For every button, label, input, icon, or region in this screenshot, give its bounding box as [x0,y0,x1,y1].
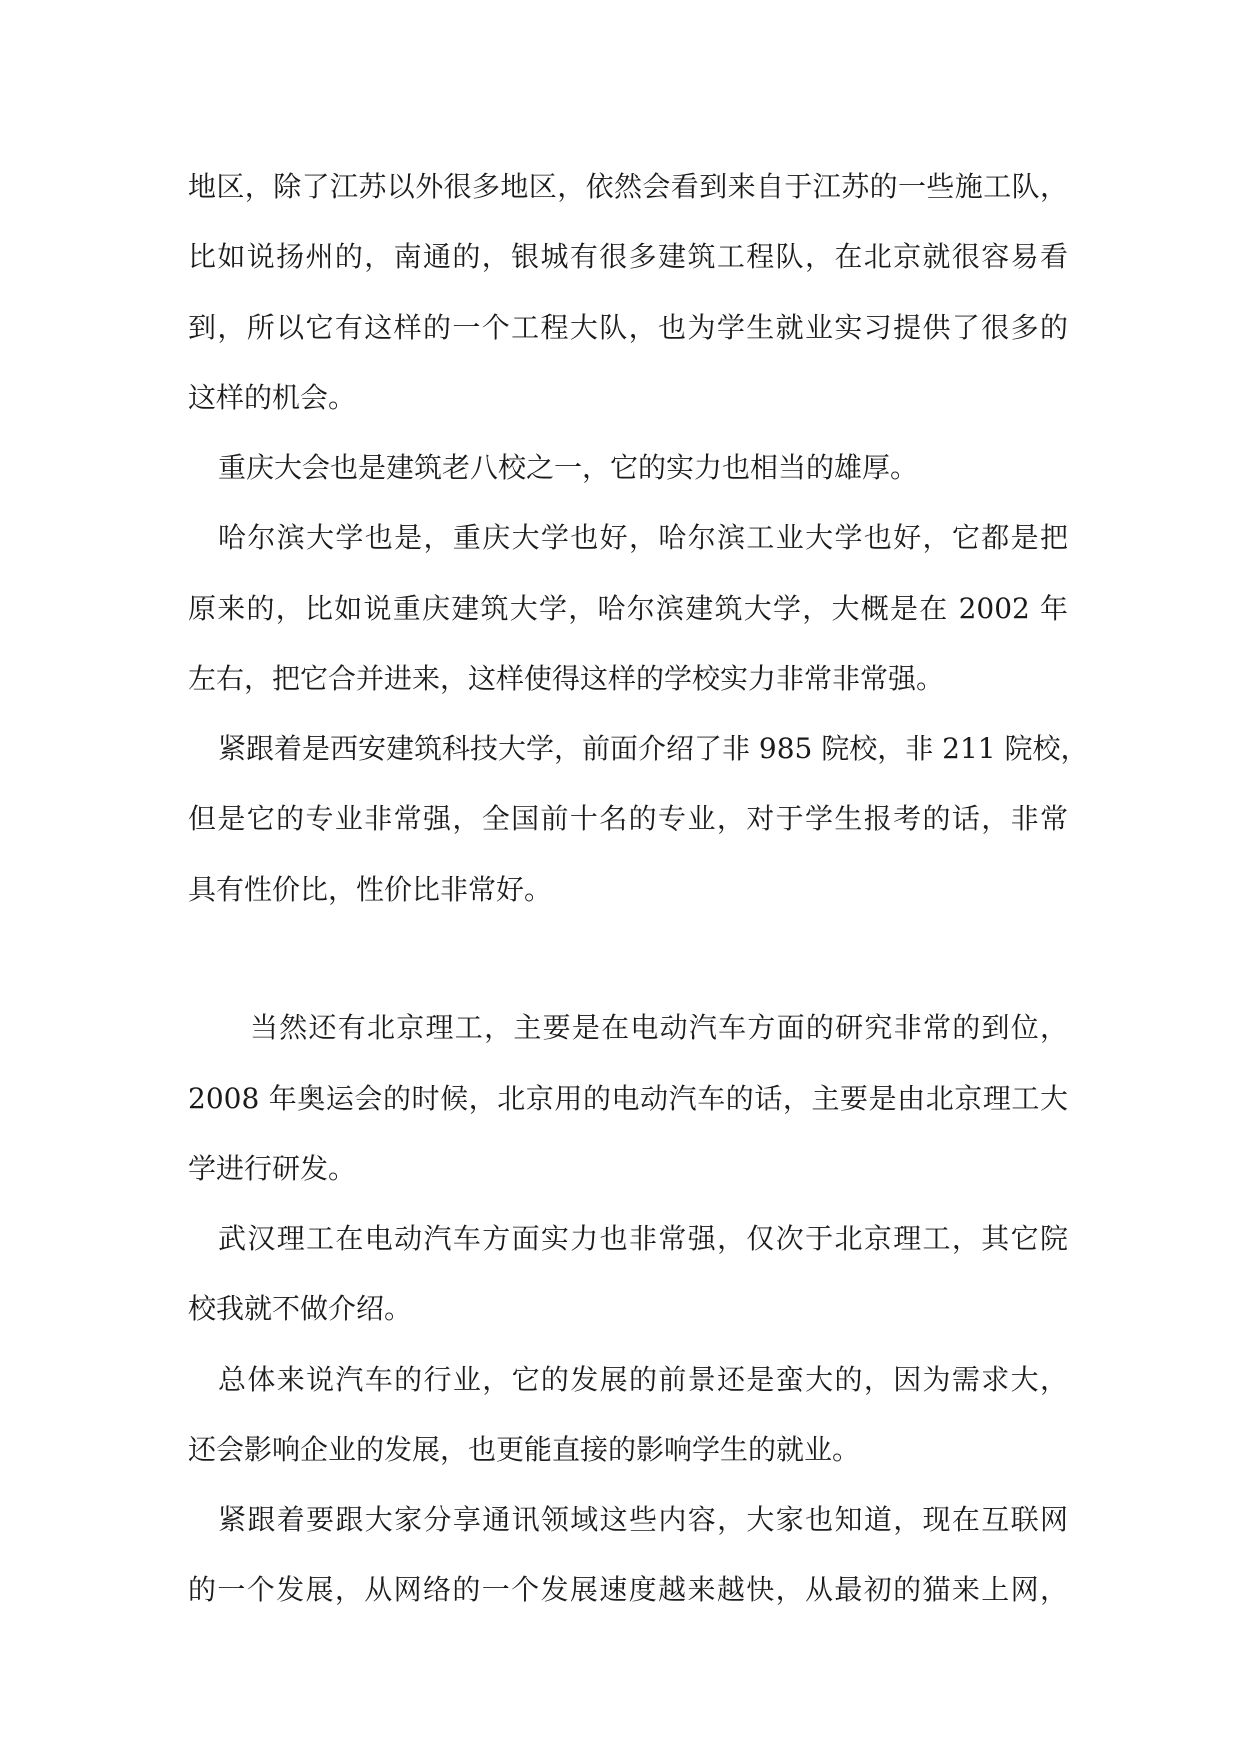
text-line-8: 左右，把它合并进来，这样使得这样的学校实力非常非常强。 [188,662,945,695]
text-line-2: 比如说扬州的，南通的，银城有很多建筑工程队，在北京就很容易看 [188,240,1068,273]
text-line-14: 学进行研发。 [188,1152,357,1185]
text-line-13: 2008 年奥运会的时候，北京用的电动汽车的话，主要是由北京理工大 [188,1082,1068,1115]
text-line-16: 校我就不做介绍。 [188,1292,413,1325]
text-line-7: 原来的，比如说重庆建筑大学，哈尔滨建筑大学，大概是在 2002 年 [188,592,1068,625]
text-line-1: 地区，除了江苏以外很多地区，依然会看到来自于江苏的一些施工队， [188,170,1068,203]
text-line-19: 紧跟着要跟大家分享通讯领域这些内容，大家也知道，现在互联网 [218,1503,1068,1536]
text-line-6: 哈尔滨大学也是，重庆大学也好，哈尔滨工业大学也好，它都是把 [218,521,1068,554]
text-line-17: 总体来说汽车的行业，它的发展的前景还是蛮大的，因为需求大， [218,1363,1068,1396]
text-line-5: 重庆大会也是建筑老八校之一，它的实力也相当的雄厚。 [218,451,919,484]
text-line-12: 当然还有北京理工，主要是在电动汽车方面的研究非常的到位， [250,1011,1068,1044]
text-line-20: 的一个发展，从网络的一个发展速度越来越快，从最初的猫来上网， [188,1573,1068,1606]
text-line-9: 紧跟着是西安建筑科技大学，前面介绍了非 985 院校，非 211 院校， [218,732,1089,765]
text-line-4: 这样的机会。 [188,381,357,414]
text-line-15: 武汉理工在电动汽车方面实力也非常强，仅次于北京理工，其它院 [218,1222,1068,1255]
text-line-18: 还会影响企业的发展，也更能直接的影响学生的就业。 [188,1433,861,1466]
text-line-3: 到，所以它有这样的一个工程大队，也为学生就业实习提供了很多的 [188,311,1068,344]
text-line-11: 具有性价比，性价比非常好。 [188,873,553,906]
text-line-10: 但是它的专业非常强，全国前十名的专业，对于学生报考的话，非常 [188,802,1068,835]
